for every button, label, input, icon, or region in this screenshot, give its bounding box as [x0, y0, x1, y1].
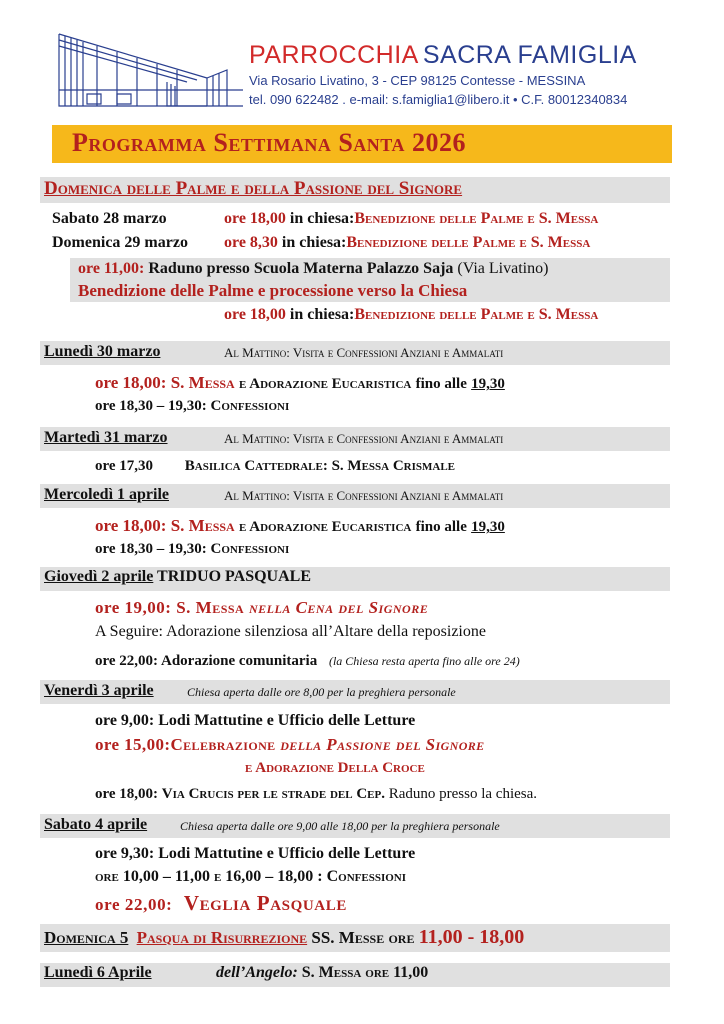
lodi: Lodi Mattutine e Ufficio delle Letture: [158, 712, 416, 729]
venerdi-day: Venerdì 3 aprile: [44, 682, 154, 699]
palme-heading: Domenica delle Palme e della Passione del Signore: [44, 178, 463, 199]
confessions: Confessioni: [210, 398, 290, 414]
angelo-mass: S. Messa ore 11,00: [301, 964, 429, 981]
time: ore 15,00:: [95, 735, 171, 754]
palme-sunday: [52, 234, 590, 252]
mercoledi-day: Mercoledì 1 aprile: [44, 486, 169, 503]
venerdi-lodi: [95, 712, 415, 730]
parish-title: SACRA FAMIGLIA: [422, 41, 637, 69]
venerdi-via-crucis: [95, 786, 537, 803]
place: in chiesa:: [289, 306, 355, 323]
celebration-rest: della Passione del Signore: [280, 735, 485, 754]
raduno-line: [78, 260, 548, 278]
via-crucis: Via Crucis per le strade del Cep.: [161, 786, 385, 802]
parish-address: Via Rosario Livatino, 3 - CEP 98125 Contesse - MESSINA: [249, 73, 586, 88]
time: ore 19,00:: [95, 598, 172, 617]
veglia: Veglia Pasquale: [183, 891, 347, 915]
giovedi-follow: A Seguire: Adorazione silenziosa all’Altare della reposizione: [95, 623, 486, 640]
time: ore 18,00: [224, 306, 286, 323]
sabato-note: Chiesa aperta dalle ore 9,00 alle 18,00 per la preghiera personale: [180, 819, 500, 833]
page-title: Programma Settimana Santa 2026: [72, 128, 466, 157]
adoration: e Adorazione Eucaristica: [238, 376, 412, 392]
mass: S. Messa: [170, 373, 235, 392]
sabato-confessions: ore 10,00 – 11,00 e 16,00 – 18,00 : Confessioni: [95, 868, 407, 885]
lunedi-confessions: [95, 398, 289, 415]
confessions: Confessioni: [210, 541, 290, 557]
messe: SS. Messe ore: [311, 928, 415, 947]
mass: S. Messa: [170, 516, 235, 535]
raduno-via: (Via Livatino): [457, 260, 549, 277]
time: ore 18,00:: [95, 786, 159, 802]
place: in chiesa:: [289, 210, 355, 227]
note: (la Chiesa resta aperta fino alle ore 24): [328, 654, 520, 668]
day-label: Sabato 28 marzo: [52, 210, 167, 227]
end-time: 19,30: [471, 519, 505, 535]
mass-rest: nella Cena del Signore: [248, 598, 429, 617]
rite: Benedizione delle Palme e S. Messa: [346, 234, 591, 251]
mercoledi-morning: Al Mattino: Visita e Confessioni Anziani e Ammalati: [224, 488, 504, 503]
raduno-text: Raduno presso Scuola Materna Palazzo Saja: [148, 260, 454, 277]
celebration: Celebrazione: [170, 735, 276, 754]
giovedi-heading: [44, 568, 311, 586]
martedi-day: Martedì 31 marzo: [44, 429, 168, 446]
mass: S. Messa: [176, 598, 245, 617]
giovedi-mass: [95, 598, 428, 618]
until: fino alle: [415, 519, 467, 535]
time: ore 18,30 – 19,30:: [95, 398, 207, 414]
sabato-veglia: [95, 891, 347, 916]
time: ore 11,00:: [78, 260, 145, 277]
parish-contacts: tel. 090 622482 . e-mail: s.famiglia1@libero.it • C.F. 80012340834: [249, 92, 628, 107]
lunedi-day: Lunedì 30 marzo: [44, 343, 161, 360]
martedi-morning: Al Mattino: Visita e Confessioni Anziani e Ammalati: [224, 431, 504, 446]
place: in chiesa:: [281, 234, 347, 251]
triduo: TRIDUO PASQUALE: [157, 568, 311, 585]
giovedi-day: Giovedì 2 aprile: [44, 568, 154, 585]
lodi: Lodi Mattutine e Ufficio delle Letture: [158, 845, 416, 862]
day-label: Domenica 29 marzo: [52, 234, 188, 251]
time: ore 18,00:: [95, 373, 167, 392]
event: Basilica Cattedrale: S. Messa Crismale: [184, 458, 456, 474]
time: ore 8,30: [224, 234, 278, 251]
pasqua-line: [44, 926, 524, 949]
palme-evening: [224, 306, 598, 324]
parish-name: [249, 41, 637, 70]
adoration-text: Adorazione comunitaria: [160, 653, 318, 669]
angelo-name: dell’Angelo:: [216, 964, 298, 981]
angelo-line: [44, 964, 428, 982]
venerdi-note: Chiesa aperta dalle ore 8,00 per la preghiera personale: [187, 685, 456, 699]
sabato-lodi: [95, 845, 415, 863]
pasqua-name: Pasqua di Risurrezione: [136, 928, 308, 947]
sabato-day: Sabato 4 aprile: [44, 816, 148, 833]
adoration: e Adorazione Eucaristica: [238, 519, 412, 535]
time: ore 18,00:: [95, 516, 167, 535]
time: ore 22,00:: [95, 895, 173, 914]
parish-word: PARROCCHIA: [249, 41, 419, 69]
time: ore 9,30:: [95, 845, 155, 862]
mercoledi-mass: [95, 516, 505, 536]
rite: Benedizione delle Palme e S. Messa: [354, 210, 599, 227]
pasqua-day: Domenica 5: [44, 928, 129, 947]
end-time: 19,30: [471, 376, 505, 392]
martedi-event: [95, 458, 455, 475]
rite: Benedizione delle Palme e S. Messa: [354, 306, 599, 323]
procession-line: Benedizione delle Palme e processione verso la Chiesa: [78, 281, 468, 300]
venerdi-croce: e Adorazione Della Croce: [245, 760, 425, 776]
raduno: Raduno presso la chiesa.: [388, 786, 538, 802]
until: fino alle: [415, 376, 467, 392]
mass-times: 11,00 - 18,00: [418, 926, 525, 948]
church-logo: [57, 30, 247, 108]
giovedi-adoration: [95, 653, 520, 670]
lunedi-mass: [95, 373, 505, 393]
time: ore 9,00:: [95, 712, 155, 729]
angelo-day: Lunedì 6 Aprile: [44, 964, 152, 981]
time: ore 18,30 – 19,30:: [95, 541, 207, 557]
mercoledi-confessions: [95, 541, 289, 558]
venerdi-celebration: [95, 735, 485, 755]
time: ore 18,00: [224, 210, 286, 227]
lunedi-morning: Al Mattino: Visita e Confessioni Anziani e Ammalati: [224, 345, 504, 360]
time: ore 17,30: [95, 458, 154, 474]
time: ore 22,00:: [95, 653, 159, 669]
palme-saturday: [52, 210, 598, 228]
